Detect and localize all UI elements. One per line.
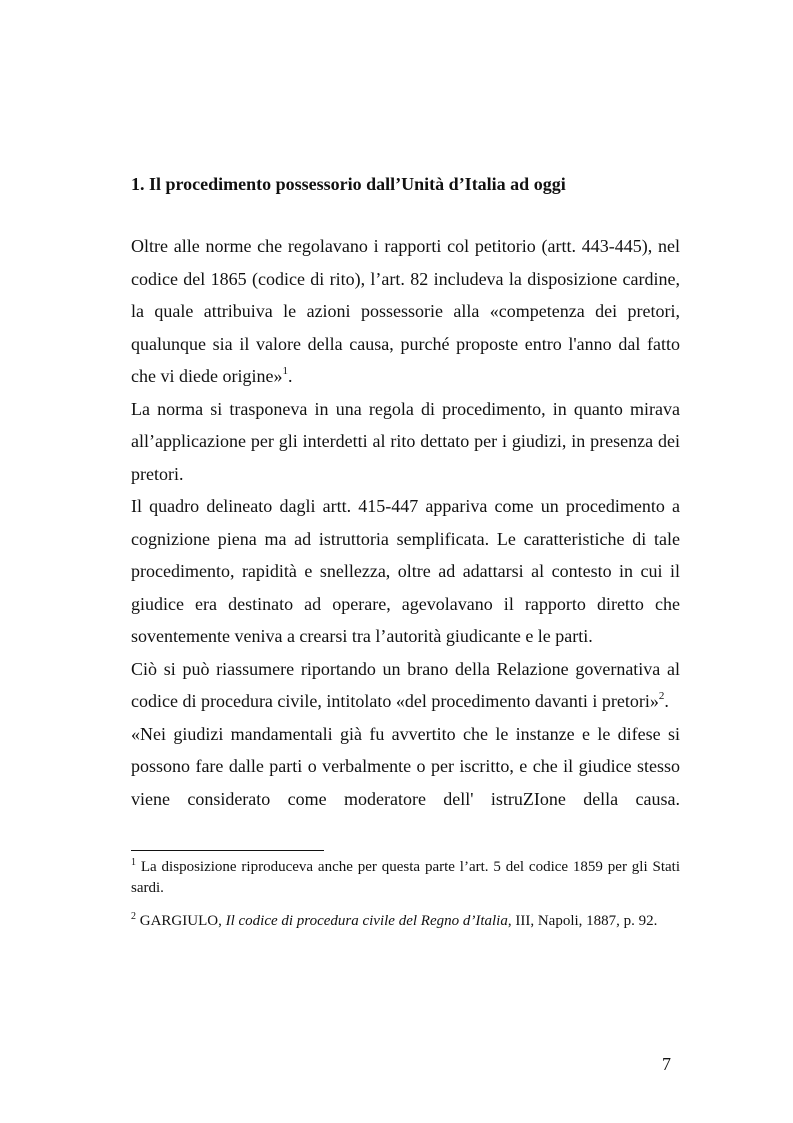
- paragraph-punctuation: .: [664, 691, 669, 711]
- footnote-reference: 1: [282, 365, 288, 377]
- paragraph-punctuation: .: [287, 366, 293, 386]
- footnote-author: GARGIULO,: [139, 913, 226, 929]
- footnote-number: 2: [131, 911, 136, 922]
- paragraph-text: Ciò si può riassumere riportando un brano della Relazione governativa al codice di procedura civile, intitolato «del procedimento davanti i pretori»: [131, 658, 680, 711]
- paragraph: La norma si trasponeva in una regola di procedimento, in quanto mirava all’applicazione per gli interdetti al rito dettato per i giudizi, in presenza dei pretori.: [131, 398, 680, 484]
- body-text: [131, 230, 680, 815]
- paragraph: [131, 230, 680, 393]
- footnote-separator: [131, 850, 324, 851]
- footnote-citation: , III, Napoli, 1887, p. 92.: [507, 913, 658, 929]
- footnote-reference: 2: [658, 690, 665, 702]
- footnote: [131, 857, 680, 899]
- footnote-text: La disposizione riproduceva anche per questa parte l’art. 5 del codice 1859 per gli Stati sardi.: [131, 859, 681, 896]
- paragraph-text: Oltre alle norme che regolavano i rapporti col petitorio (artt. 443-445), nel codice del 1865 (codice di rito), l’art. 82 includeva la disposizione cardine, la quale attribuiva le azioni possessorie alla «competenza dei pretori, qualunque sia il valore della causa, purché proposte entro l'anno dal fatto che vi diede origine»: [131, 236, 680, 386]
- footnotes: [131, 857, 680, 944]
- footnote: [131, 911, 680, 932]
- paragraph: «Nei giudizi mandamentali già fu avvertito che le instanze e le difese si possono fare dalle parti o verbalmente o per iscritto, e che il giudice stesso viene considerato come moderatore dell' istruZIone della causa.: [131, 723, 680, 809]
- footnote-number: 1: [131, 857, 136, 868]
- page-number: 7: [662, 1054, 671, 1074]
- footnote-title: Il codice di procedura civile del Regno d’Italia: [225, 913, 508, 929]
- section-heading: 1. Il procedimento possessorio dall’Unità d’Italia ad oggi: [131, 174, 566, 194]
- paragraph: [131, 653, 680, 718]
- paragraph: Il quadro delineato dagli artt. 415-447 appariva come un procedimento a cognizione piena ma ad istruttoria semplificata. Le caratteristiche di tale procedimento, rapidità e snellezza, oltre ad adattarsi al contesto in cui il giudice era destinato ad operare, agevolavano il rapporto diretto che soventemente veniva a crearsi tra l’autorità giudicante e le parti.: [131, 496, 680, 646]
